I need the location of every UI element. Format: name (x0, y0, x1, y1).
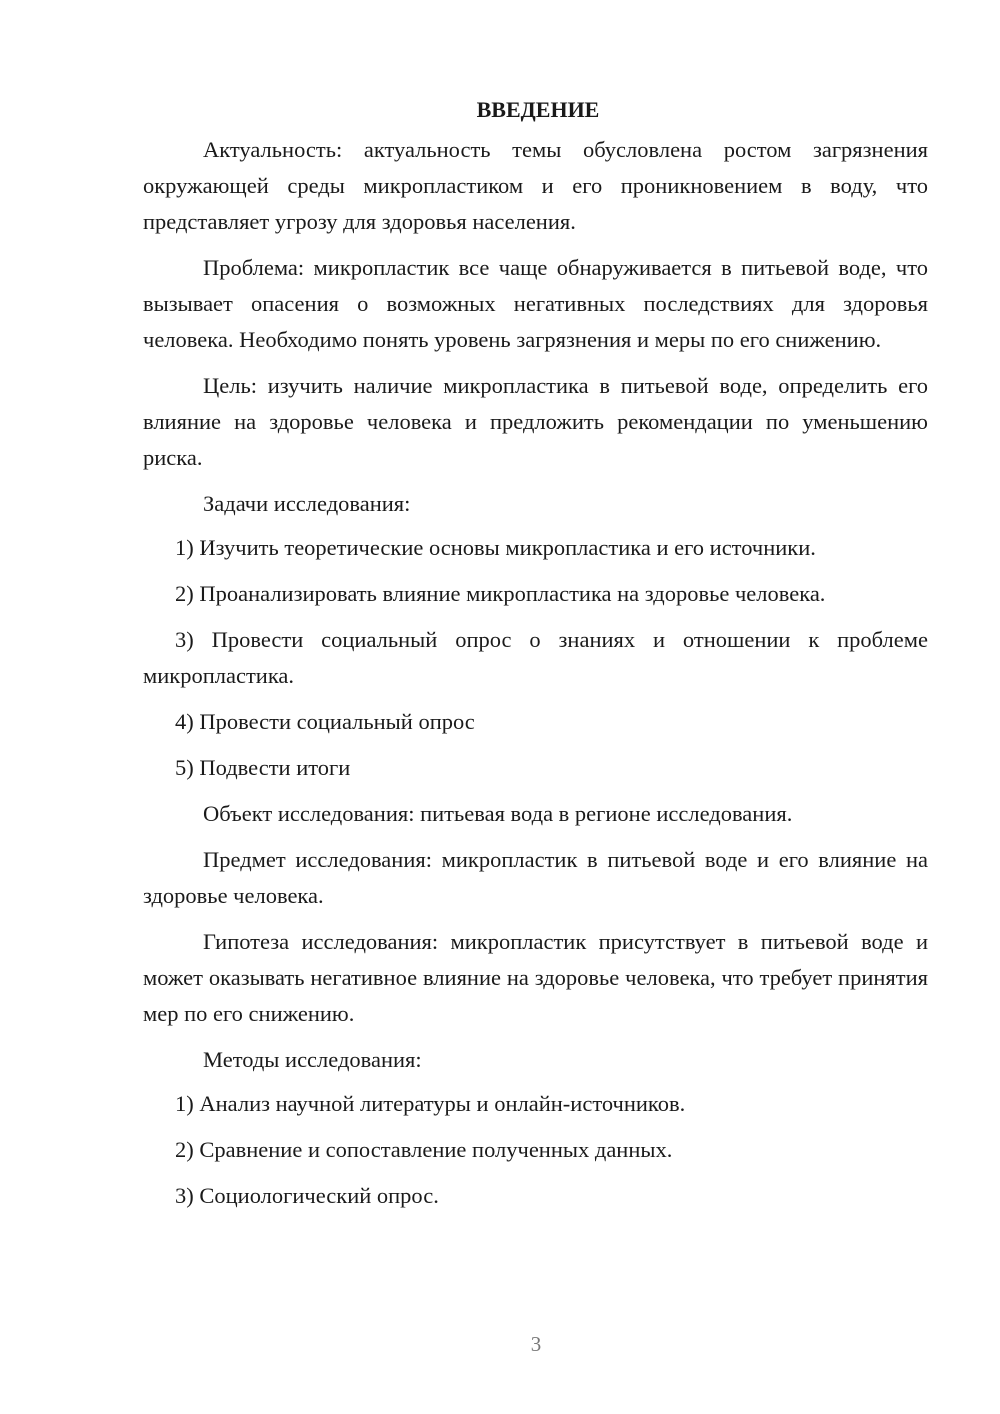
method-item: 2) Сравнение и сопоставление полученных данных. (175, 1137, 673, 1162)
task-item: 2) Проанализировать влияние микропластика на здоровье человека. (175, 581, 826, 606)
method-item: 1) Анализ научной литературы и онлайн-источников. (175, 1091, 686, 1116)
goal-paragraph: Цель: изучить наличие микропластика в питьевой воде, определить его влияние на здоровье человека и предложить рекомендации по уменьшению риска. (143, 373, 928, 470)
task-item: 5) Подвести итоги (175, 755, 351, 780)
task-item: 4) Провести социальный опрос (175, 709, 475, 734)
method-item: 3) Социологический опрос. (175, 1183, 439, 1208)
subject-paragraph: Предмет исследования: микропластик в питьевой воде и его влияние на здоровье человека. (143, 847, 928, 908)
section-heading: ВВЕДЕНИЕ (476, 97, 600, 122)
tasks-title: Задачи исследования: (203, 491, 411, 516)
methods-title: Методы исследования: (203, 1047, 422, 1072)
task-item: 1) Изучить теоретические основы микропластика и его источники. (175, 535, 816, 560)
problem-paragraph: Проблема: микропластик все чаще обнаруживается в питьевой воде, что вызывает опасения о возможных негативных последствиях для здоровья человека. Необходимо понять уровень загрязнения и меры по его снижению. (143, 255, 928, 352)
page-number: 3 (530, 1332, 542, 1356)
task-item: 3) Провести социальный опрос о знаниях и отношении к проблеме микропластика. (143, 627, 928, 688)
relevance-paragraph: Актуальность: актуальность темы обусловлена ростом загрязнения окружающей среды микропластиком и его проникновением в воду, что представляет угрозу для здоровья населения. (143, 137, 928, 234)
hypothesis-paragraph: Гипотеза исследования: микропластик присутствует в питьевой воде и может оказывать негативное влияние на здоровье человека, что требует принятия мер по его снижению. (143, 929, 928, 1026)
object-paragraph: Объект исследования: питьевая вода в регионе исследования. (203, 801, 793, 826)
